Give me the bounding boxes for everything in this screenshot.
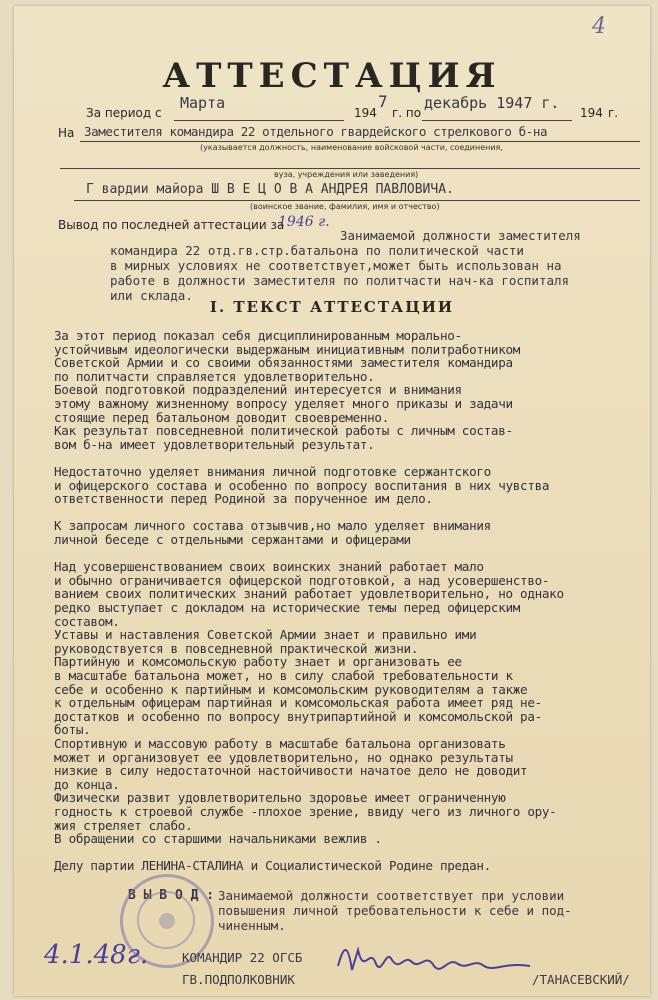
period-to-value: декабрь 1947 г. [424, 94, 560, 112]
body-line: стоящие перед батальоном доводит своевременно. [54, 409, 389, 425]
signature-role: КОМАНДИР 22 ОГСБ [182, 950, 303, 965]
body-line: редко выступает с докладом на исторические темы перед офицерским [54, 600, 521, 615]
position-label: На [58, 126, 75, 140]
conclusion-line: или склада. [110, 288, 193, 303]
body-line: Недостаточно уделяет внимания личной подготовке сержантского [54, 464, 491, 479]
body-line: Спортивную и массовую работу в масштабе батальона организовать [54, 736, 506, 751]
document-title: АТТЕСТАЦИЯ [162, 56, 502, 96]
period-from-month: Марта [180, 94, 226, 112]
body-line: к отдельным офицерам партийная и комсомольская работа имеет ряд не- [54, 695, 542, 711]
attestation-document [14, 6, 650, 996]
body-line: себе и особенно к партийным и комсомольским руководителям а также [54, 681, 528, 697]
body-line: Боевой подготовкой подразделений интересуется и внимания [54, 382, 462, 398]
handwritten-signature [334, 936, 534, 986]
verdict-line: Занимаемой должности соответствует при условии [218, 888, 565, 903]
body-line: Над усовершенствованием своих воинских знаний работает мало [54, 559, 484, 575]
body-line: годность к строевой службе -плохое зрение, ввиду чего из личного ору- [54, 804, 557, 819]
period-to-label: г. по [392, 106, 422, 120]
body-line: руководствуется в повседневной практической жизни. [54, 640, 419, 656]
body-line: низкие в силу недостаточной настойчивости начатое дело не доводит [54, 763, 528, 779]
body-line: личной беседе с отдельными сержантами и офицерами [54, 532, 411, 547]
body-line: в масштабе батальона может, но в силу слабой требовательности к [54, 668, 513, 683]
signature-rank: ГВ.ПОДПОЛКОВНИК [182, 972, 295, 987]
body-line: Советской Армии и со своими обязанностями заместителя командира [54, 355, 513, 371]
body-line: ответственности перед Родиной за порученное им дело. [54, 491, 433, 507]
conclusion-line: работе в должности заместителя по политчасти нач-ка госпиталя [110, 273, 570, 288]
verdict-line: повышения личной требовательности к себе и под- [218, 903, 572, 918]
period-year-prefix-2: 194 [580, 106, 603, 120]
position-value: Заместителя командира 22 отдельного гвардейского стрелкового б-на [84, 124, 548, 139]
body-line: и офицерского состава и особенно по вопросу воспитания в них чувства [54, 477, 550, 493]
conclusion-line: командира 22 отд.гв.стр.батальона по политической части [110, 243, 524, 258]
body-line: составом. [54, 613, 120, 629]
body-line: Делу партии ЛЕНИНА-СТАЛИНА и Социалистической Родине предан. [54, 858, 491, 874]
period-label: За период с [86, 106, 162, 120]
section-title: I. ТЕКСТ АТТЕСТАЦИИ [209, 298, 455, 316]
period-year-prefix-1: 194 [354, 106, 377, 120]
conclusion-line: Занимаемой должности заместителя [340, 228, 581, 243]
body-line: Уставы и наставления Советской Армии знает и правильно ими [54, 627, 477, 643]
body-line: боты. [54, 722, 91, 738]
body-line: по политчасти справляется удовлетворительно. [54, 368, 375, 384]
body-line: достатков и особенно по вопросу внутрипартийной и комсомольской ра- [54, 708, 542, 724]
body-line: до конца. [54, 776, 120, 792]
body-line: может и организовует ее удовлетворительно, но однако результаты [54, 749, 513, 765]
body-line: В обращении со старшими начальниками вежлив . [54, 831, 382, 847]
person-hint: (воинское звание, фамилия, имя и отчество) [250, 202, 440, 211]
conclusion-year: 1946 г. [278, 214, 330, 230]
body-line: и обычно ограничивается офицерской подготовкой, а над усовершенство- [54, 572, 550, 588]
period-year-suffix-1: 7 [378, 92, 388, 111]
body-line: За этот период показал себя дисциплинированным морально- [54, 328, 462, 343]
person-value: Г вардии майора Ш В Е Ц О В А АНДРЕЯ ПАВЛОВИЧА. [86, 182, 454, 197]
body-line: Физически развит удовлетворительно здоровье имеет ограниченную [54, 790, 506, 806]
period-g: г. [608, 106, 619, 120]
body-line: ванием своих политических знаний работает удовлетворительно, но однако [54, 586, 564, 602]
corner-mark: 4 [592, 14, 606, 39]
body-line: Партийную и комсомольскую работу знает и организовать ее [54, 654, 462, 670]
conclusion-label: Вывод по последней аттестации за [58, 218, 285, 232]
signature-name: /ТАНАСЕВСКИЙ/ [532, 972, 630, 987]
body-line: Как результат повседневной политической работы с личным состав- [54, 423, 513, 439]
verdict-label: В Ы В О Д : [128, 888, 215, 903]
body-line: вом б-на имеет удовлетворительный результат. [54, 436, 375, 452]
verdict-line: чиненным. [218, 918, 286, 933]
body-line: жия стреляет слабо. [54, 817, 193, 833]
body-line: К запросам личного состава отзывчив,но мало уделяет внимания [54, 518, 491, 534]
handwritten-date: 4.1.48г. [44, 940, 149, 970]
institution-hint: вуза, учреждения или заведения) [274, 170, 419, 179]
body-line: этому важному жизненному вопросу уделяет много приказы и задачи [54, 396, 513, 411]
position-hint: (указывается должность, наименование войсковой части, соединения, [200, 143, 503, 152]
body-line: устойчивым идеологически выдержаным инициативным политработником [54, 341, 521, 357]
conclusion-line: в мирных условиях не соответствует,может быть использован на [110, 258, 562, 273]
